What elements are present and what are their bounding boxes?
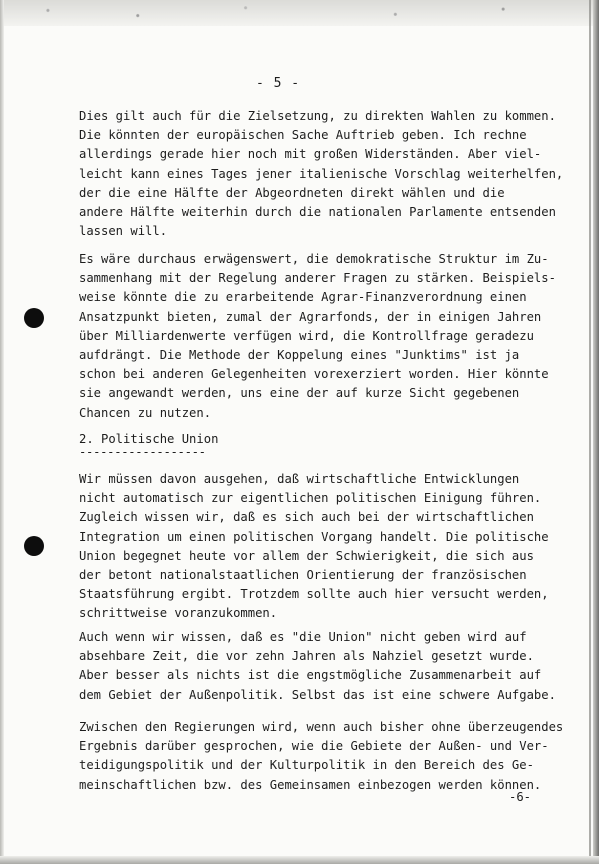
punch-hole-upper bbox=[24, 308, 44, 328]
paragraph-democratic-structure bbox=[79, 250, 569, 423]
text-line: schrittweise voranzukommen. bbox=[79, 606, 278, 621]
paragraph-direct-elections bbox=[79, 107, 569, 241]
text-line: absehbare Zeit, die vor zehn Jahren als Nahziel gesetzt wurde. bbox=[79, 649, 534, 664]
text-line: der betont nationalstaatlichen Orientierung der französischen bbox=[79, 568, 527, 583]
text-line: Aber besser als nichts ist die engstmögliche Zusammenarbeit auf bbox=[79, 668, 542, 683]
paragraph-foreign-policy bbox=[79, 628, 569, 705]
section-heading: 2. Politische Union bbox=[79, 432, 219, 446]
text-line: Union begegnet heute vor allem der Schwierigkeit, die sich aus bbox=[79, 548, 534, 563]
text-line: aufdrängt. Die Methode der Koppelung eines "Junktims" ist ja bbox=[79, 348, 520, 363]
scan-top-edge bbox=[0, 0, 599, 26]
scan-right-line bbox=[589, 0, 591, 864]
text-line: dem Gebiet der Außenpolitik. Selbst das ist eine schwere Aufgabe. bbox=[79, 687, 556, 702]
text-line: leicht kann eines Tages jener italienische Vorschlag weiterhelfen, bbox=[79, 166, 564, 181]
text-line: über Milliardenwerte verfügen wird, die Kontrollfrage geradezu bbox=[79, 328, 534, 343]
text-line: meinschaftlichen bzw. des Gemeinsamen einbezogen werden können. bbox=[79, 777, 542, 792]
text-line: schon bei anderen Gelegenheiten vorexerziert worden. Hier könnte bbox=[79, 367, 549, 382]
scan-left-edge bbox=[0, 0, 4, 864]
text-line: andere Hälfte weiterhin durch die nationalen Parlamente entsenden bbox=[79, 205, 556, 220]
paragraph-political-integration bbox=[79, 470, 569, 624]
text-line: Wir müssen davon ausgehen, daß wirtschaftliche Entwicklungen bbox=[79, 472, 520, 486]
scan-bottom-edge bbox=[0, 856, 599, 864]
text-line: sie angewandt werden, uns eine der auf kurze Sicht gegebenen bbox=[79, 386, 520, 401]
text-line: allerdings gerade hier noch mit großen Widerständen. Aber viel- bbox=[79, 147, 542, 162]
text-line: sammenhang mit der Regelung anderer Fragen zu stärken. Beispiels- bbox=[79, 271, 556, 286]
next-page-marker: -6- bbox=[509, 790, 532, 804]
text-line: Zwischen den Regierungen wird, wenn auch bisher ohne überzeugendes bbox=[79, 720, 564, 734]
text-line: der die eine Hälfte der Abgeordneten direkt wählen und die bbox=[79, 185, 505, 200]
text-line: Es wäre durchaus erwägenswert, die demokratische Struktur im Zu- bbox=[79, 252, 549, 266]
page-number: - 5 - bbox=[256, 76, 301, 91]
paragraph-government-talks bbox=[79, 718, 569, 795]
text-line: Dies gilt auch für die Zielsetzung, zu direkten Wahlen zu kommen. bbox=[79, 109, 556, 123]
text-line: teidigungspolitik und der Kulturpolitik in den Bereich des Ge- bbox=[79, 758, 534, 773]
text-line: Integration um einen politischen Vorgang handelt. Die politische bbox=[79, 529, 549, 544]
text-line: Auch wenn wir wissen, daß es "die Union" nicht geben wird auf bbox=[79, 630, 527, 644]
text-line: Ansatzpunkt bieten, zumal der Agrarfonds, der in einigen Jahren bbox=[79, 309, 542, 324]
text-line: weise könnte die zu erarbeitende Agrar-Finanzverordnung einen bbox=[79, 290, 527, 305]
text-line: Zugleich wissen wir, daß es sich auch bei der wirtschaftlichen bbox=[79, 510, 534, 525]
text-line: Staatsführung ergibt. Trotzdem sollte auch hier versucht werden, bbox=[79, 587, 549, 602]
text-line: nicht automatisch zur eigentlichen politischen Einigung führen. bbox=[79, 491, 542, 506]
text-line: lassen will. bbox=[79, 224, 168, 239]
text-line: Ergebnis darüber gesprochen, wie die Gebiete der Außen- und Ver- bbox=[79, 739, 549, 754]
punch-hole-lower bbox=[24, 536, 44, 556]
text-line: Chancen zu nutzen. bbox=[79, 405, 212, 420]
text-line: Die könnten der europäischen Sache Auftrieb geben. Ich rechne bbox=[79, 128, 527, 143]
section-heading-underline: ------------------ bbox=[79, 445, 206, 459]
scan-right-edge bbox=[593, 0, 599, 864]
